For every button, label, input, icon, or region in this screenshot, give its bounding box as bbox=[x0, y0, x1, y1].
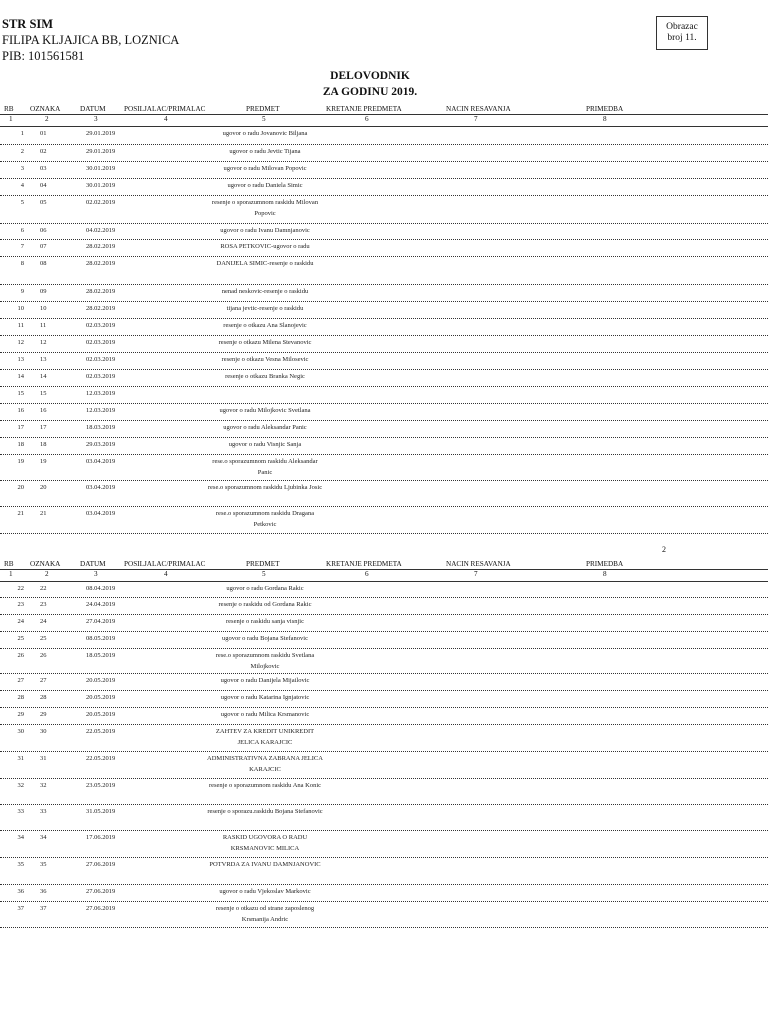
column-number: 4 bbox=[164, 570, 168, 578]
table-row bbox=[0, 649, 768, 674]
row-oznaka: 10 bbox=[40, 305, 47, 312]
row-oznaka: 35 bbox=[40, 861, 47, 868]
form-box-line2: broj 11. bbox=[667, 33, 697, 43]
row-rb: 19 bbox=[17, 458, 24, 465]
table-row bbox=[0, 336, 768, 353]
row-rb: 37 bbox=[17, 905, 24, 912]
row-oznaka: 26 bbox=[40, 652, 47, 659]
row-rb: 27 bbox=[17, 677, 24, 684]
table-row bbox=[0, 752, 768, 779]
row-oznaka: 17 bbox=[40, 424, 47, 431]
company-block bbox=[2, 16, 179, 64]
row-rb: 2 bbox=[20, 148, 24, 155]
table-row bbox=[0, 240, 768, 257]
row-datum: 12.03.2019 bbox=[86, 390, 116, 397]
row-predmet: ugovor o radu Danijela Mijailovic bbox=[220, 677, 310, 684]
table-row bbox=[0, 885, 768, 902]
row-rb: 4 bbox=[20, 182, 24, 189]
row-oznaka: 25 bbox=[40, 635, 47, 642]
row-oznaka: 32 bbox=[40, 782, 47, 789]
row-rb: 34 bbox=[17, 834, 24, 841]
row-predmet: resenje o otkazu Branka Negic bbox=[225, 373, 305, 380]
row-datum: 22.05.2019 bbox=[86, 728, 116, 735]
row-datum: 18.03.2019 bbox=[86, 424, 116, 431]
column-number: 3 bbox=[94, 570, 98, 578]
row-predmet: ugovor o radu Gordana Rakic bbox=[226, 585, 304, 592]
column-number: 3 bbox=[94, 115, 98, 123]
row-predmet: resenje o sporazumnom raskidu Ana Konic bbox=[208, 782, 322, 789]
row-datum: 08.04.2019 bbox=[86, 585, 116, 592]
row-datum: 27.04.2019 bbox=[86, 618, 116, 625]
column-numbers-row bbox=[0, 570, 768, 582]
table-row bbox=[0, 455, 768, 481]
row-datum: 24.04.2019 bbox=[86, 601, 116, 608]
row-datum: 03.04.2019 bbox=[86, 458, 116, 465]
row-predmet: tijana jevtic-resenje o raskidu bbox=[226, 305, 304, 312]
row-predmet: resenje o otkazu Ana Slanojevic bbox=[223, 322, 307, 329]
row-rb: 24 bbox=[17, 618, 24, 625]
row-oznaka: 09 bbox=[40, 288, 47, 295]
row-datum: 04.02.2019 bbox=[86, 227, 116, 234]
row-predmet: ZAHTEV ZA KREDIT UNIKREDIT JELICA KARAJCIC bbox=[215, 728, 315, 746]
row-oznaka: 15 bbox=[40, 390, 47, 397]
row-datum: 28.02.2019 bbox=[86, 243, 116, 250]
register-table-page1 bbox=[0, 105, 768, 534]
table-row bbox=[0, 127, 768, 145]
table-header bbox=[0, 560, 768, 570]
table-row bbox=[0, 632, 768, 649]
row-datum: 02.03.2019 bbox=[86, 356, 116, 363]
row-datum: 27.06.2019 bbox=[86, 888, 116, 895]
table-row bbox=[0, 598, 768, 615]
row-rb: 29 bbox=[17, 711, 24, 718]
row-rb: 36 bbox=[17, 888, 24, 895]
row-predmet: ugovor o radu Vjekoslav Markovic bbox=[219, 888, 311, 895]
row-oznaka: 05 bbox=[40, 199, 47, 206]
document-subtitle: ZA GODINU 2019. bbox=[322, 86, 418, 98]
row-datum: 18.05.2019 bbox=[86, 652, 116, 659]
form-number-box bbox=[656, 16, 708, 50]
table-row bbox=[0, 858, 768, 885]
row-datum: 17.06.2019 bbox=[86, 834, 116, 841]
column-header: KRETANJE PREDMETA bbox=[326, 560, 402, 568]
table-row bbox=[0, 302, 768, 319]
form-box-line1: Obrazac bbox=[666, 22, 698, 32]
table-row bbox=[0, 615, 768, 632]
column-number: 2 bbox=[45, 115, 49, 123]
row-predmet: resenje o raskidu od Gordana Rakic bbox=[218, 601, 312, 608]
row-oznaka: 08 bbox=[40, 260, 47, 267]
row-predmet: RASKID UGOVORA O RADU KRSMANOVIC MILICA bbox=[222, 834, 308, 852]
row-oznaka: 19 bbox=[40, 458, 47, 465]
row-rb: 1 bbox=[20, 130, 24, 137]
row-datum: 29.03.2019 bbox=[86, 441, 116, 448]
row-oznaka: 16 bbox=[40, 407, 47, 414]
row-predmet: ugovor o radu Milica Krsmanovic bbox=[220, 711, 310, 718]
row-datum: 30.01.2019 bbox=[86, 182, 116, 189]
document-title: DELOVODNIK bbox=[330, 70, 410, 82]
row-oznaka: 12 bbox=[40, 339, 47, 346]
table-row bbox=[0, 370, 768, 387]
row-oznaka: 29 bbox=[40, 711, 47, 718]
table-body bbox=[0, 127, 768, 534]
column-number: 8 bbox=[603, 115, 607, 123]
row-oznaka: 13 bbox=[40, 356, 47, 363]
row-rb: 17 bbox=[17, 424, 24, 431]
column-header: PRIMEDBA bbox=[586, 560, 624, 568]
row-oznaka: 01 bbox=[40, 130, 47, 137]
column-header: POSILJALAC/PRIMALAC bbox=[124, 560, 206, 568]
row-oznaka: 31 bbox=[40, 755, 47, 762]
table-row bbox=[0, 708, 768, 725]
row-predmet: ugovor o radu Jevtic Tijana bbox=[229, 148, 301, 155]
row-predmet: ugovor o radu Bojana Stefanovic bbox=[222, 635, 308, 642]
row-predmet: resenje o otkazu Vesna Milosevic bbox=[221, 356, 309, 363]
row-datum: 23.05.2019 bbox=[86, 782, 116, 789]
row-predmet: ADMINISTRATIVNA ZABRANA JELICA KARAJCIC bbox=[207, 755, 323, 773]
row-predmet: DANIJELA SIMIC-resenje o raskidu bbox=[216, 260, 314, 267]
row-rb: 20 bbox=[17, 484, 24, 491]
table-row bbox=[0, 725, 768, 752]
row-rb: 30 bbox=[17, 728, 24, 735]
column-header: NACIN RESAVANJA bbox=[446, 560, 511, 568]
row-oznaka: 27 bbox=[40, 677, 47, 684]
row-datum: 12.03.2019 bbox=[86, 407, 116, 414]
column-number: 2 bbox=[45, 570, 49, 578]
column-header: PRIMEDBA bbox=[586, 105, 624, 113]
row-datum: 02.03.2019 bbox=[86, 373, 116, 380]
row-predmet: resenje o otkazu od strane zaposlenog Krsmanija Andric bbox=[215, 905, 315, 923]
row-datum: 29.01.2019 bbox=[86, 148, 116, 155]
column-header: RB bbox=[4, 560, 14, 568]
page-number: 2 bbox=[662, 545, 666, 554]
row-rb: 10 bbox=[17, 305, 24, 312]
row-rb: 5 bbox=[20, 199, 24, 206]
row-predmet: ugovor o radu Jovanovic Biljana bbox=[222, 130, 308, 137]
row-rb: 14 bbox=[17, 373, 24, 380]
register-table-page2 bbox=[0, 560, 768, 928]
row-rb: 8 bbox=[20, 260, 24, 267]
row-datum: 27.06.2019 bbox=[86, 861, 116, 868]
row-oznaka: 22 bbox=[40, 585, 47, 592]
row-oznaka: 37 bbox=[40, 905, 47, 912]
column-number: 7 bbox=[474, 570, 478, 578]
table-row bbox=[0, 285, 768, 302]
table-row bbox=[0, 779, 768, 805]
row-datum: 29.01.2019 bbox=[86, 130, 116, 137]
row-predmet: ugovor o radu Ivanu Damnjanovic bbox=[220, 227, 310, 234]
row-datum: 28.02.2019 bbox=[86, 288, 116, 295]
column-number: 1 bbox=[9, 570, 13, 578]
row-oznaka: 04 bbox=[40, 182, 47, 189]
column-number: 6 bbox=[365, 115, 369, 123]
column-numbers-row bbox=[0, 115, 768, 127]
row-rb: 33 bbox=[17, 808, 24, 815]
table-row bbox=[0, 421, 768, 438]
row-oznaka: 24 bbox=[40, 618, 47, 625]
row-oznaka: 28 bbox=[40, 694, 47, 701]
row-datum: 28.02.2019 bbox=[86, 305, 116, 312]
row-datum: 03.04.2019 bbox=[86, 510, 116, 517]
table-row bbox=[0, 224, 768, 240]
row-oznaka: 34 bbox=[40, 834, 47, 841]
row-rb: 15 bbox=[17, 390, 24, 397]
row-datum: 02.02.2019 bbox=[86, 199, 116, 206]
column-number: 5 bbox=[262, 115, 266, 123]
column-number: 7 bbox=[474, 115, 478, 123]
row-datum: 20.05.2019 bbox=[86, 711, 116, 718]
row-rb: 28 bbox=[17, 694, 24, 701]
row-predmet: rese.o sporazumnom raskidu Ljubinka Josic bbox=[207, 484, 323, 491]
row-oznaka: 03 bbox=[40, 165, 47, 172]
table-row bbox=[0, 481, 768, 507]
table-row bbox=[0, 196, 768, 224]
row-rb: 18 bbox=[17, 441, 24, 448]
row-oznaka: 20 bbox=[40, 484, 47, 491]
column-header: NACIN RESAVANJA bbox=[446, 105, 511, 113]
row-rb: 3 bbox=[20, 165, 24, 172]
row-predmet: ROSA PETKOVIC-ugovor o radu bbox=[220, 243, 310, 250]
row-datum: 20.05.2019 bbox=[86, 694, 116, 701]
row-predmet: resenje o raskidu sanja visnjic bbox=[226, 618, 304, 625]
row-oznaka: 14 bbox=[40, 373, 47, 380]
row-oznaka: 36 bbox=[40, 888, 47, 895]
row-rb: 16 bbox=[17, 407, 24, 414]
row-rb: 21 bbox=[17, 510, 24, 517]
row-datum: 31.05.2019 bbox=[86, 808, 116, 815]
row-rb: 35 bbox=[17, 861, 24, 868]
column-header: OZNAKA bbox=[30, 105, 61, 113]
row-predmet: ugovor o radu Katarina Ignjatovic bbox=[220, 694, 310, 701]
table-body bbox=[0, 582, 768, 928]
row-rb: 6 bbox=[20, 227, 24, 234]
row-oznaka: 18 bbox=[40, 441, 47, 448]
column-header: POSILJALAC/PRIMALAC bbox=[124, 105, 206, 113]
row-predmet: rese.o sporazumnom raskidu Dragana Petkovic bbox=[215, 510, 315, 528]
table-row bbox=[0, 582, 768, 598]
table-row bbox=[0, 831, 768, 858]
column-header: RB bbox=[4, 105, 14, 113]
row-rb: 25 bbox=[17, 635, 24, 642]
company-address: FILIPA KLJAJICA BB, LOZNICA bbox=[2, 33, 180, 47]
table-row bbox=[0, 805, 768, 831]
row-predmet: ugovor o radu Visnjic Sanja bbox=[228, 441, 302, 448]
table-header bbox=[0, 105, 768, 115]
row-rb: 26 bbox=[17, 652, 24, 659]
column-number: 4 bbox=[164, 115, 168, 123]
company-pib: PIB: 101561581 bbox=[2, 49, 85, 63]
row-rb: 12 bbox=[17, 339, 24, 346]
row-rb: 32 bbox=[17, 782, 24, 789]
row-rb: 11 bbox=[17, 322, 24, 329]
row-datum: 08.05.2019 bbox=[86, 635, 116, 642]
row-predmet: rese.o sporazumnom raskidu Aleksandar Panic bbox=[212, 458, 318, 476]
column-header: PREDMET bbox=[246, 105, 280, 113]
column-number: 5 bbox=[262, 570, 266, 578]
row-predmet: nenad neskovic-resenje o raskidu bbox=[221, 288, 309, 295]
row-datum: 20.05.2019 bbox=[86, 677, 116, 684]
row-oznaka: 11 bbox=[40, 322, 47, 329]
row-oznaka: 06 bbox=[40, 227, 47, 234]
row-predmet: ugovor o radu Daniela Simic bbox=[227, 182, 303, 189]
row-predmet: resenje o sporazu.raskidu Bojana Stefanovic bbox=[207, 808, 323, 815]
column-number: 6 bbox=[365, 570, 369, 578]
table-row bbox=[0, 691, 768, 708]
table-row bbox=[0, 319, 768, 336]
table-row bbox=[0, 179, 768, 196]
row-datum: 30.01.2019 bbox=[86, 165, 116, 172]
row-oznaka: 30 bbox=[40, 728, 47, 735]
row-oznaka: 21 bbox=[40, 510, 47, 517]
row-rb: 23 bbox=[17, 601, 24, 608]
row-oznaka: 02 bbox=[40, 148, 47, 155]
row-predmet: rese.o sporazumnom raskidu Svetlana Milojkovic bbox=[215, 652, 315, 670]
row-predmet: resenje o otkazu Milena Stevanovic bbox=[218, 339, 312, 346]
table-row bbox=[0, 145, 768, 162]
row-predmet: POTVRDA ZA IVANU DAMNJANOVIC bbox=[209, 861, 321, 868]
row-predmet: ugovor o radu Aleksandar Panic bbox=[223, 424, 307, 431]
row-rb: 22 bbox=[17, 585, 24, 592]
table-row bbox=[0, 674, 768, 691]
row-datum: 28.02.2019 bbox=[86, 260, 116, 267]
column-number: 8 bbox=[603, 570, 607, 578]
table-row bbox=[0, 404, 768, 421]
row-predmet: ugovor o radu Milojkovic Svetlana bbox=[219, 407, 311, 414]
row-rb: 9 bbox=[20, 288, 24, 295]
row-datum: 22.05.2019 bbox=[86, 755, 116, 762]
table-row bbox=[0, 507, 768, 534]
column-number: 1 bbox=[9, 115, 13, 123]
column-header: PREDMET bbox=[246, 560, 280, 568]
column-header: KRETANJE PREDMETA bbox=[326, 105, 402, 113]
row-oznaka: 33 bbox=[40, 808, 47, 815]
table-row bbox=[0, 353, 768, 370]
row-datum: 03.04.2019 bbox=[86, 484, 116, 491]
row-oznaka: 07 bbox=[40, 243, 47, 250]
row-predmet: ugovor o radu Milovan Popovic bbox=[223, 165, 307, 172]
table-row bbox=[0, 162, 768, 179]
row-oznaka: 23 bbox=[40, 601, 47, 608]
table-row bbox=[0, 387, 768, 404]
table-row bbox=[0, 902, 768, 928]
company-name: STR SIM bbox=[2, 17, 54, 31]
row-rb: 13 bbox=[17, 356, 24, 363]
row-rb: 31 bbox=[17, 755, 24, 762]
column-header: DATUM bbox=[80, 105, 106, 113]
row-datum: 02.03.2019 bbox=[86, 322, 116, 329]
row-datum: 02.03.2019 bbox=[86, 339, 116, 346]
column-header: OZNAKA bbox=[30, 560, 61, 568]
table-row bbox=[0, 257, 768, 285]
table-row bbox=[0, 438, 768, 455]
row-datum: 27.06.2019 bbox=[86, 905, 116, 912]
row-rb: 7 bbox=[20, 243, 24, 250]
row-predmet: resenje o sporazumnom raskidu Milovan Popovic bbox=[211, 199, 319, 217]
column-header: DATUM bbox=[80, 560, 106, 568]
